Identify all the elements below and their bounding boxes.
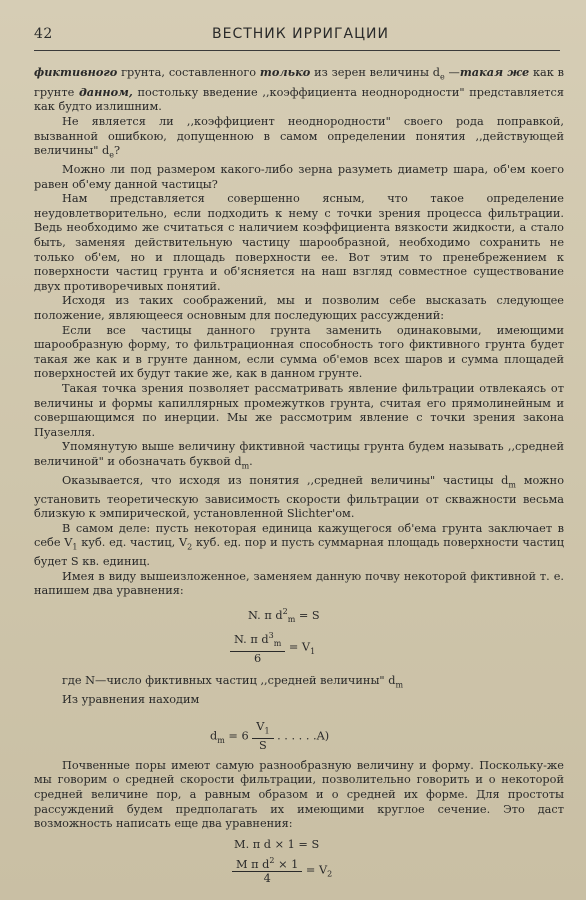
paragraph-1: фиктивного грунта, составленного только из зерен величины $d_e$ —такая же как в грунте данном, постольку введение ,,коэффициента неоднородности" представляется как будто излишним. [34, 65, 565, 114]
em-text: фиктивного [34, 65, 118, 79]
paragraph-8: Упомянутую выше величину фиктивной частицы грунта будем называть ,,средней величиной" и обозначать буквой $d_m$. [34, 440, 564, 471]
fraction: $\frac{N. \pi d^3_m}{6}$ [230, 629, 285, 666]
fraction: $\frac{M \pi d^2 \times 1}{4}$ [232, 854, 302, 887]
journal-title: ВЕСТНИК ИРРИГАЦИИ [212, 26, 389, 42]
paragraph-12: где N—число фиктивных частиц ,,средней величины" $d_m$ [62, 674, 404, 690]
paragraph-9: Оказывается, что исходя из понятия ,,средней величины" частицы $d_m$ можно установить теоретическую зависимость скорости фильтрации от скважности весьма близкую к эмпирической, установленной Slichter'ом. [34, 473, 564, 521]
page-number: 42 [34, 26, 53, 42]
paragraph-14: Почвенные поры имеют самую разнообразную величину и форму. Поскольку-же мы говорим о средней скорости фильтрации, позволительно говорить и о некоторой средней величине пор, а равным образом и о средней их форме. Для простоты рассуждений будем предполагать их имеющими круглое сечение. Это даст возможность написать еще два уравнения: [34, 758, 564, 831]
page-header [34, 26, 560, 51]
formula-pore-volume: $\frac{M \pi d^2 \times 1}{4}$ = $V_2$ [232, 854, 564, 887]
paragraph-5: Исходя из таких соображений, мы и позволим себе высказать следующее положение, являющееся основным для последующих рассуждений: [34, 294, 564, 322]
paragraph-13: Из уравнения находим [62, 692, 200, 706]
paragraph-3: Можно ли под размером какого-либо зерна разуметь диаметр шара, об'ем коего равен об'ему данной частицы? [34, 163, 564, 191]
em-text: только [259, 65, 311, 79]
paragraph-7: Такая точка зрения позволяет рассматривать явление фильтрации отвлекаясь от величины и формы капиллярных промежутков грунта, считая его прямолинейным и совершающимся по инерции. Мы же рассмотрим явление с точки зрения закона Пуазелля. [34, 381, 564, 439]
formula-dm: $d_m = 6$ $\frac{V_1}{S}$ . . . . . .A) [210, 719, 330, 752]
paragraph-2: Не является ли ,,коэффициент неоднородности" своего рода поправкой, вызванной ошибкою, допущенною в самом определении понятия ,,действующей величины" $d_e$? [34, 115, 564, 160]
paragraph-6: Если все частицы данного грунта заменить одинаковыми, имеющими шарообразную форму, то фильтрационная способность того фиктивного грунта будет такая же как и в грунте данном, если сумма об'емов всех шаров и сумма площадей поверхностей их будут такие же, как в данном грунте. [34, 323, 564, 381]
paragraph-4: Нам представляется совершенно ясным, что такое определение неудовлетворительно, если подходить к нему с точки зрения процесса фильтрации. Ведь необходимо же считаться с наличием коэффициента вязкости жидкости, а стало быть, заменяя действительную частицу шарообразной, необходимо сохранить не только об'ем, но и площадь поверхности ее. Вот этим то пренебрежением к поверхности частиц грунта и об'ясняется на наш взгляд совместное существование двух противоречивых понятий. [34, 192, 564, 293]
formula-surface: N. π $d^2_m = S$ [248, 607, 320, 625]
article-body [34, 65, 564, 886]
fraction: $\frac{V_1}{S}$ [252, 720, 273, 753]
paragraph-11: Имея в виду вышеизложенное, заменяем данную почву некоторой фиктивной т. е. напишем два уравнения: [34, 569, 564, 598]
em-text: такая же [459, 65, 530, 79]
formula-pore-surface: M. π d × 1 = S [234, 837, 320, 851]
paragraph-10: В самом деле: пусть некоторая единица кажущегося об'ема грунта заключает в себе $V_1$ куб. ед. частиц, $V_2$ куб. ед. пор и пусть суммарная площадь поверхности частиц будет S кв. единиц. [34, 521, 564, 569]
em-text: данном, [78, 84, 133, 99]
formula-volume: $\frac{N. \pi d^3_m}{6}$ = $V_1$ [230, 629, 564, 666]
